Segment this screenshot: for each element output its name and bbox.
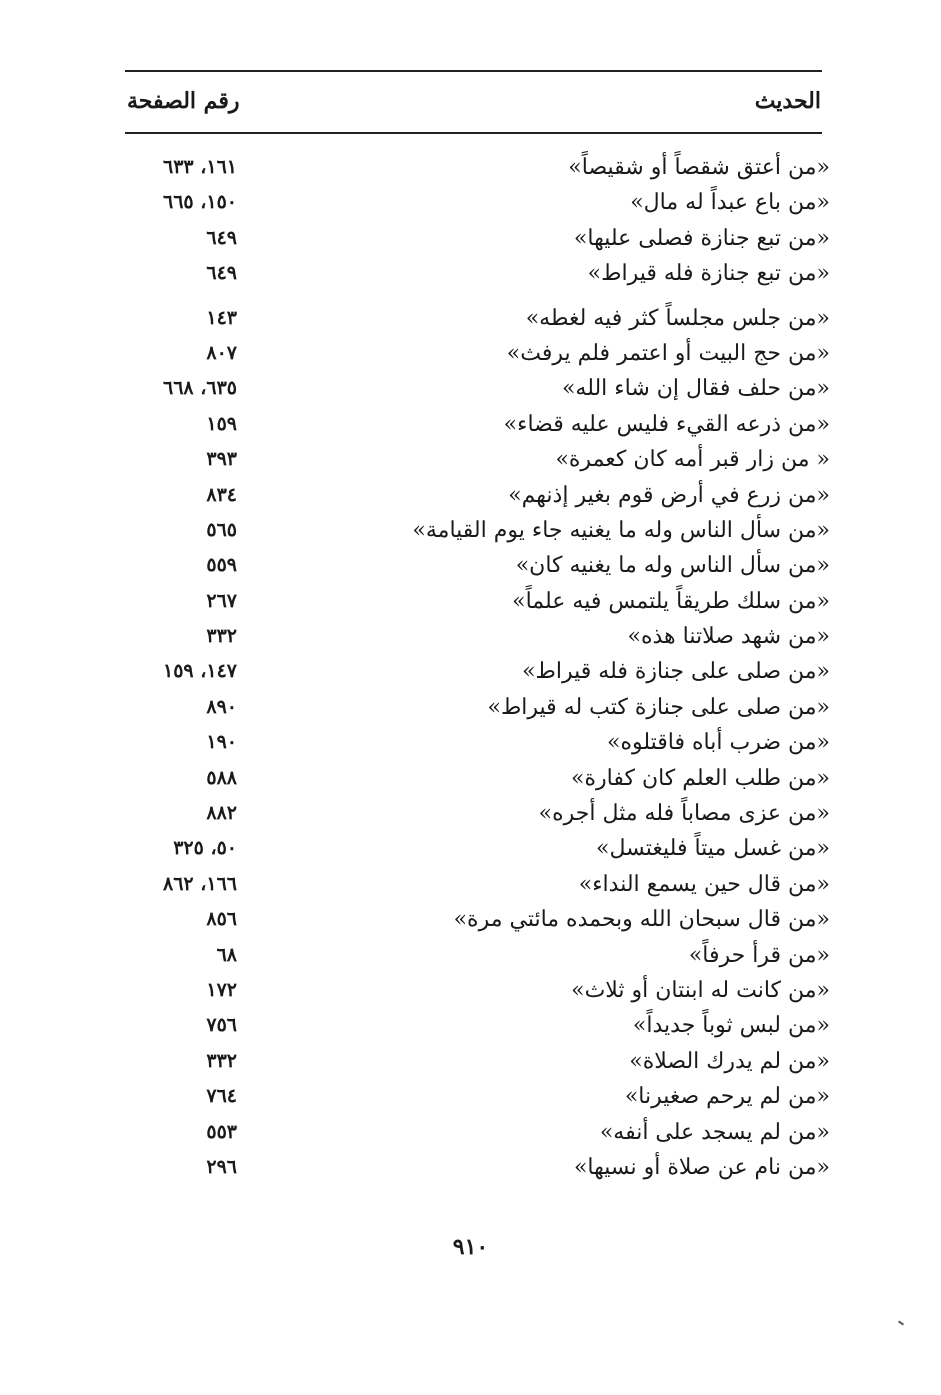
page-numbers: ١٤٧، ١٥٩ [163,660,237,683]
hadith-text: «من لم يدرك الصلاة» [629,1048,830,1074]
index-row [125,256,830,291]
hadith-text: «من أعتق شقصاً أو شقيصاً» [568,155,830,180]
index-row [125,1150,830,1185]
hadith-text: «من جلس مجلساً كثر فيه لغطه» [525,305,830,331]
index-row [125,654,830,689]
page-numbers: ١٦١، ٦٣٣ [163,156,237,178]
index-row [125,1115,830,1150]
page-numbers: ٣٣٢ [206,625,237,648]
index-row [125,442,830,477]
hadith-text: «من لم يرحم صغيرنا» [624,1084,830,1110]
index-row [125,478,830,513]
index-row [125,902,830,937]
hadith-text: «من سأل الناس وله ما يغنيه كان» [515,553,830,579]
hadith-text: «من تبع جنازة فصلى عليها» [573,225,830,251]
hadith-text: «من باع عبداً له مال» [630,190,830,216]
index-row [125,761,830,796]
column-header-hadith: الحديث [754,88,821,114]
index-row [125,1044,830,1079]
page-numbers: ٥٨٨ [206,766,237,789]
hadith-text: «من ذرعه القيء فليس عليه قضاء» [503,411,830,437]
page-numbers: ٦٤٩ [206,262,237,285]
page-numbers: ٣٩٣ [206,448,237,471]
hadith-text: «من حج البيت أو اعتمر فلم يرفث» [506,340,830,366]
column-header-page-number: رقم الصفحة [127,88,240,114]
page-numbers: ٥٥٩ [206,554,237,577]
hadith-text: «من ضرب أباه فاقتلوه» [607,730,830,756]
index-row [125,690,830,725]
page-numbers: ٣٣٢ [206,1049,237,1072]
index-row [125,221,830,256]
index-row [125,548,830,583]
page-numbers: ٨٥٦ [206,908,237,931]
index-row [125,1008,830,1043]
header-top-rule [125,70,822,72]
page-numbers: ٨٠٧ [206,341,237,364]
index-row [125,619,830,654]
hadith-text: «من قرأ حرفاً» [688,942,830,968]
hadith-text: «من قال حين يسمع النداء» [578,871,830,897]
index-row [125,513,830,548]
index-row [125,336,830,371]
page-numbers: ٧٥٦ [206,1014,237,1037]
page-numbers: ١٥٩ [206,412,237,435]
page-numbers: ١٩٠ [206,731,237,754]
page-numbers: ٨٣٤ [206,483,237,506]
page-numbers: ١٤٣ [206,306,237,329]
hadith-text: «من صلى على جنازة فله قيراط» [522,659,830,685]
page-numbers: ٥٦٥ [206,518,237,541]
hadith-text: «من حلف فقال إن شاء الله» [561,376,830,402]
index-row [125,973,830,1008]
page-numbers: ٢٦٧ [206,589,237,612]
index-row [125,725,830,760]
index-row [125,938,830,973]
scan-speck [898,1320,904,1325]
page-numbers: ٦٤٩ [206,226,237,249]
index-row [125,831,830,866]
hadith-text: «من لم يسجد على أنفه» [599,1119,830,1145]
hadith-text: «من زرع في أرض قوم بغير إذنهم» [508,482,830,508]
hadith-text: «من غسل ميتاً فليغتسل» [596,836,830,862]
hadith-text: «من صلى على جنازة كتب له قيراط» [487,694,830,720]
hadith-text: «من قال سبحان الله وبحمده مائتي مرة» [453,907,830,933]
hadith-text: «من سأل الناس وله ما يغنيه جاء يوم القيامة» [412,517,830,543]
index-row [125,301,830,336]
page-numbers: ١٥٠، ٦٦٥ [163,191,237,214]
hadith-index-list [125,150,830,1185]
hadith-text: «من سلك طريقاً يلتمس فيه علماً» [512,588,830,614]
hadith-text: «من شهد صلاتنا هذه» [627,624,830,650]
page-numbers: ٦٣٥، ٦٦٨ [163,377,237,400]
hadith-text: « من زار قبر أمه كان كعمرة» [555,447,830,473]
page-numbers: ١٦٦، ٨٦٢ [163,872,237,895]
page-numbers: ١٧٢ [206,978,237,1001]
index-row [125,371,830,406]
page-numbers: ٨٨٢ [206,802,237,825]
hadith-text: «من تبع جنازة فله قيراط» [587,261,830,287]
hadith-text: «من طلب العلم كان كفارة» [571,765,830,791]
page-numbers: ٨٩٠ [206,695,237,718]
page-numbers: ٦٨ [216,943,237,966]
index-row [125,150,830,185]
page-numbers: ٥٠، ٣٢٥ [173,837,237,860]
page-numbers: ٥٥٣ [206,1120,237,1143]
page-numbers: ٢٩٦ [206,1155,237,1178]
hadith-text: «من كانت له ابنتان أو ثلاث» [571,977,830,1003]
hadith-text: «من لبس ثوباً جديداً» [632,1013,830,1039]
index-row [125,1079,830,1114]
header-bottom-rule [125,132,822,134]
index-row [125,867,830,902]
index-row [125,185,830,220]
hadith-text: «من نام عن صلاة أو نسيها» [573,1154,830,1180]
page-numbers: ٧٦٤ [206,1085,237,1108]
index-row [125,796,830,831]
hadith-text: «من عزى مصاباً فله مثل أجره» [538,801,830,827]
index-row [125,407,830,442]
page-number-footer: ٩١٠ [452,1234,489,1260]
index-row [125,584,830,619]
